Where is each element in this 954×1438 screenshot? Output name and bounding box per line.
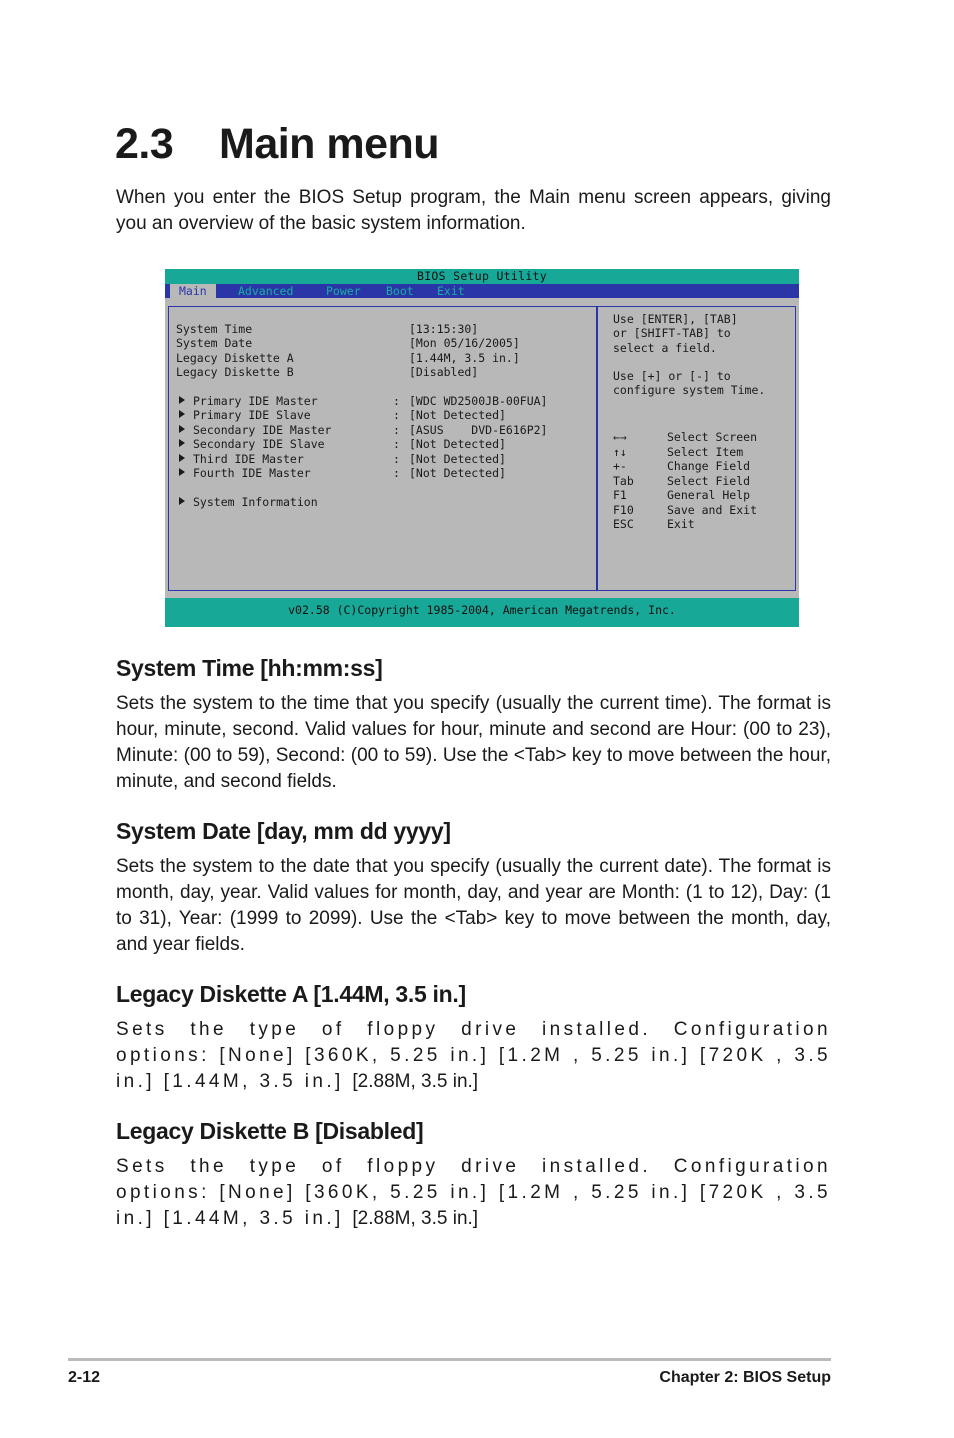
chapter-label: Chapter 2: BIOS Setup (659, 1369, 831, 1386)
bios-item-label: System Time (176, 322, 253, 336)
bios-key-desc: Exit (667, 517, 695, 531)
bios-submenu-sep: : (393, 408, 400, 422)
bios-item-value: [Mon 05/16/2005] (409, 336, 520, 350)
bios-submenu-label: Fourth IDE Master (193, 466, 311, 480)
bios-menu-exit: Exit (437, 284, 465, 298)
section-number: 2.3 (115, 120, 174, 168)
bios-submenu-value: [WDC WD2500JB-00FUA] (409, 394, 548, 408)
page-title (115, 116, 439, 172)
bios-key: F1 (613, 488, 627, 502)
bios-submenu-sep: : (393, 466, 400, 480)
bios-submenu-label: Third IDE Master (193, 452, 304, 466)
bios-key: F10 (613, 503, 634, 517)
legacy-diskette-a-description (116, 1017, 831, 1095)
system-time-description: Sets the system to the time that you specify (usually the current time). The format is hour, minute, second. Valid values for hour, minute and second are Hour: (00 to 23), Minute: (00 to 59), Second: (00 to 59). Use the <Tab> key to move between the hour, minute, and second fields. (116, 693, 831, 792)
bios-key: ESC (613, 517, 634, 531)
bios-copyright: v02.58 (C)Copyright 1985-2004, American Megatrends, Inc. (165, 598, 799, 627)
legacy-diskette-b-options: Sets the type of floppy drive installed. Configuration options: [None] [360K, 5.25 in.] [1.2M , 5.25 in.] [720K , 3.5 in.] [1.44M, 3.5 in.] (116, 1156, 831, 1229)
system-date-description: Sets the system to the date that you specify (usually the current date). The format is month, day, year. Valid values for month, day, and year are Month: (1 to 12), Day: (1 to 31), Year: (1999 to 2099). Use the <Tab> key to move between the month, day, and year fields. (116, 856, 831, 955)
legacy-diskette-a-options: Sets the type of floppy drive installed. Configuration options: [None] [360K, 5.25 in.] [1.2M , 5.25 in.] [720K , 3.5 in.] [1.44M, 3.5 in.] (116, 1019, 831, 1092)
submenu-arrow-icon (179, 454, 185, 462)
bios-key-desc: General Help (667, 488, 751, 502)
page-number: 2-12 (68, 1369, 101, 1386)
bios-key-desc: Select Field (667, 474, 751, 488)
heading-system-time: System Time [hh:mm:ss] (116, 655, 383, 681)
bios-submenu-label: Secondary IDE Master (193, 423, 332, 437)
legacy-diskette-b-last-option: [2.88M, 3.5 in.] (352, 1208, 479, 1229)
submenu-arrow-icon (179, 468, 185, 476)
bios-key: ↑↓ (613, 445, 627, 459)
bios-menu-power: Power (326, 284, 361, 298)
section-title: Main menu (219, 120, 440, 168)
submenu-arrow-icon (179, 497, 185, 505)
legacy-diskette-a-last-option: [2.88M, 3.5 in.] (352, 1071, 479, 1092)
bios-submenu-value: [ASUS DVD-E616P2] (409, 423, 548, 437)
submenu-arrow-icon (179, 396, 185, 404)
bios-help-line: configure system Time. (613, 383, 766, 397)
bios-submenu-value: [Not Detected] (409, 452, 506, 466)
bios-key: Tab (613, 474, 634, 488)
submenu-arrow-icon (179, 410, 185, 418)
bios-menu-bar (165, 284, 799, 298)
bios-help-line: or [SHIFT-TAB] to (613, 326, 731, 340)
bios-item-label: Legacy Diskette A (176, 351, 294, 365)
bios-submenu-value: [Not Detected] (409, 466, 506, 480)
heading-system-date: System Date [day, mm dd yyyy] (116, 818, 451, 844)
bios-item-value: [13:15:30] (409, 322, 479, 336)
bios-menu-advanced: Advanced (238, 284, 294, 298)
heading-legacy-diskette-a: Legacy Diskette A [1.44M, 3.5 in.] (116, 981, 466, 1007)
submenu-arrow-icon (179, 425, 185, 433)
footer-divider (68, 1358, 831, 1361)
bios-help-line: select a field. (613, 341, 717, 355)
bios-item-value: [Disabled] (409, 365, 479, 379)
bios-submenu-label: Secondary IDE Slave (193, 437, 325, 451)
bios-screenshot (165, 269, 799, 627)
bios-item-value: [1.44M, 3.5 in.] (409, 351, 520, 365)
bios-key-desc: Save and Exit (667, 503, 758, 517)
bios-help-line: Use [+] or [-] to (613, 369, 731, 383)
submenu-arrow-icon (179, 439, 185, 447)
bios-item-label: Legacy Diskette B (176, 365, 294, 379)
bios-menu-boot: Boot (386, 284, 414, 298)
bios-submenu-sep: : (393, 394, 400, 408)
bios-key-desc: Select Item (667, 445, 744, 459)
bios-submenu-label: Primary IDE Slave (193, 408, 311, 422)
bios-submenu-label: Primary IDE Master (193, 394, 318, 408)
bios-submenu-value: [Not Detected] (409, 408, 506, 422)
bios-item-label: System Date (176, 336, 253, 350)
bios-key-desc: Change Field (667, 459, 751, 473)
bios-submenu-sep: : (393, 423, 400, 437)
bios-key: ←→ (613, 430, 627, 444)
bios-title: BIOS Setup Utility (416, 269, 548, 283)
heading-legacy-diskette-b: Legacy Diskette B [Disabled] (116, 1118, 424, 1144)
bios-key-desc: Select Screen (667, 430, 758, 444)
bios-menu-main: Main (170, 284, 216, 298)
bios-title-bar (165, 269, 799, 284)
bios-submenu-sep: : (393, 452, 400, 466)
bios-submenu-value: [Not Detected] (409, 437, 506, 451)
bios-help-line: Use [ENTER], [TAB] (613, 312, 738, 326)
bios-system-information: System Information (193, 495, 318, 509)
legacy-diskette-b-description (116, 1154, 831, 1232)
intro-paragraph: When you enter the BIOS Setup program, the Main menu screen appears, giving you an overview of the basic system information. (116, 187, 831, 234)
bios-key: +- (613, 459, 627, 473)
bios-submenu-sep: : (393, 437, 400, 451)
